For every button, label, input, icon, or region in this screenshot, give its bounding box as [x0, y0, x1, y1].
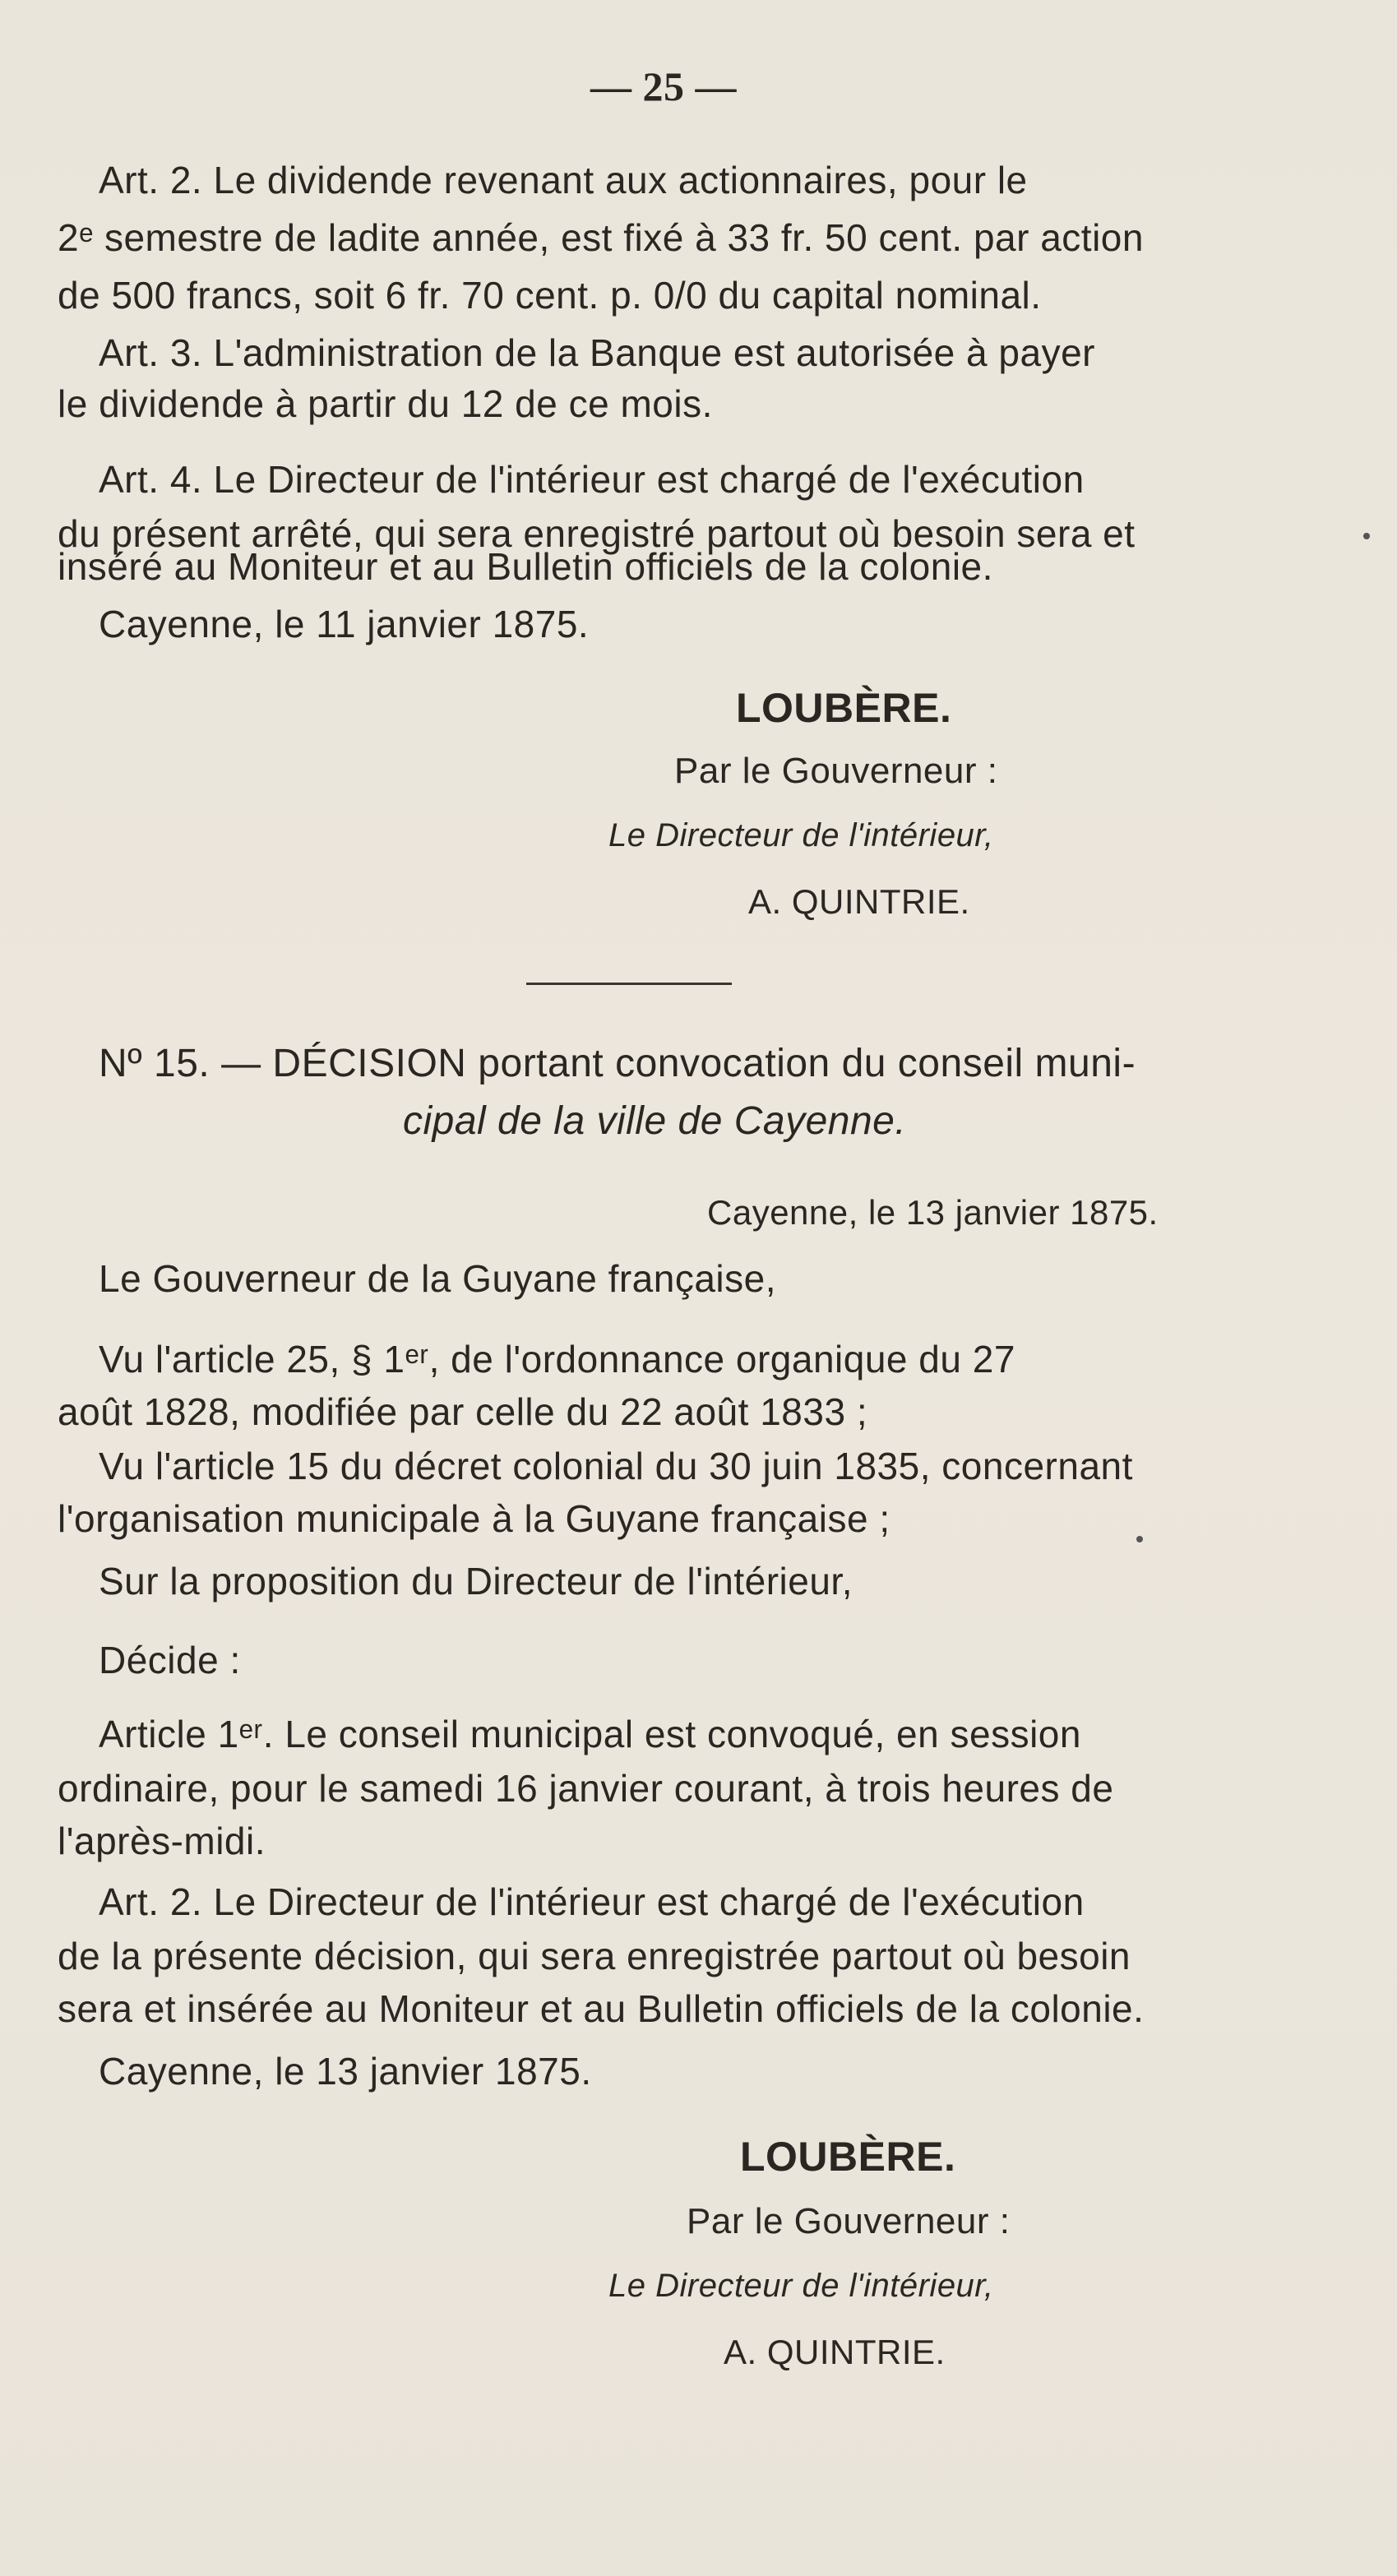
body-line: Art. 2. Le dividende revenant aux actionnaires, pour le: [99, 159, 1028, 201]
directeur-line: Le Directeur de l'intérieur,: [608, 817, 994, 853]
body-line: Sur la proposition du Directeur de l'intérieur,: [99, 1560, 853, 1602]
body-line: 2ᵉ semestre de ladite année, est fixé à 33 fr. 50 cent. par action: [58, 216, 1144, 259]
body-line: de 500 francs, soit 6 fr. 70 cent. p. 0/0 du capital nominal.: [58, 274, 1042, 317]
ink-speck: [1136, 1536, 1143, 1542]
decide-line: Décide :: [99, 1639, 241, 1681]
page-number: — 25 —: [590, 63, 737, 109]
par-le-gouverneur: Par le Gouverneur :: [687, 2201, 1011, 2241]
signature: LOUBÈRE.: [736, 685, 952, 731]
body-line: le dividende à partir du 12 de ce mois.: [58, 382, 713, 425]
body-line: Cayenne, le 13 janvier 1875.: [99, 2050, 592, 2093]
body-line: Article 1ᵉʳ. Le conseil municipal est convoqué, en session: [99, 1713, 1081, 1755]
body-line: Art. 2. Le Directeur de l'intérieur est chargé de l'exécution: [99, 1880, 1085, 1923]
ink-speck: [1363, 533, 1370, 539]
body-line: l'organisation municipale à la Guyane française ;: [58, 1497, 890, 1540]
body-line: Vu l'article 15 du décret colonial du 30 juin 1835, concernant: [99, 1445, 1133, 1487]
section-divider: [526, 983, 732, 985]
signer-name: A. QUINTRIE.: [748, 882, 970, 921]
body-line: de la présente décision, qui sera enregistrée partout où besoin: [58, 1935, 1131, 1977]
decision-heading-line2: cipal de la ville de Cayenne.: [403, 1099, 907, 1143]
body-line: Art. 3. L'administration de la Banque est autorisée à payer: [99, 331, 1095, 374]
signature: LOUBÈRE.: [740, 2134, 956, 2180]
body-line: Vu l'article 25, § 1ᵉʳ, de l'ordonnance organique du 27: [99, 1338, 1015, 1380]
body-line: l'après-midi.: [58, 1820, 266, 1862]
body-line: ordinaire, pour le samedi 16 janvier courant, à trois heures de: [58, 1767, 1114, 1810]
body-line: août 1828, modifiée par celle du 22 août 1833 ;: [58, 1390, 868, 1433]
decision-heading-line1: Nº 15. — DÉCISION portant convocation du conseil muni-: [99, 1042, 1136, 1085]
body-line: inséré au Moniteur et au Bulletin officiels de la colonie.: [58, 545, 993, 588]
directeur-line: Le Directeur de l'intérieur,: [608, 2268, 994, 2304]
body-line: Art. 4. Le Directeur de l'intérieur est chargé de l'exécution: [99, 458, 1085, 501]
body-line: Le Gouverneur de la Guyane française,: [99, 1257, 776, 1300]
decision-date: Cayenne, le 13 janvier 1875.: [707, 1193, 1159, 1232]
body-line: du présent arrêté, qui sera enregistré partout où besoin sera et: [58, 512, 1136, 555]
par-le-gouverneur: Par le Gouverneur :: [674, 751, 998, 791]
body-line: Cayenne, le 11 janvier 1875.: [99, 603, 590, 645]
body-line: sera et insérée au Moniteur et au Bulletin officiels de la colonie.: [58, 1987, 1145, 2030]
signer-name: A. QUINTRIE.: [724, 2333, 946, 2371]
